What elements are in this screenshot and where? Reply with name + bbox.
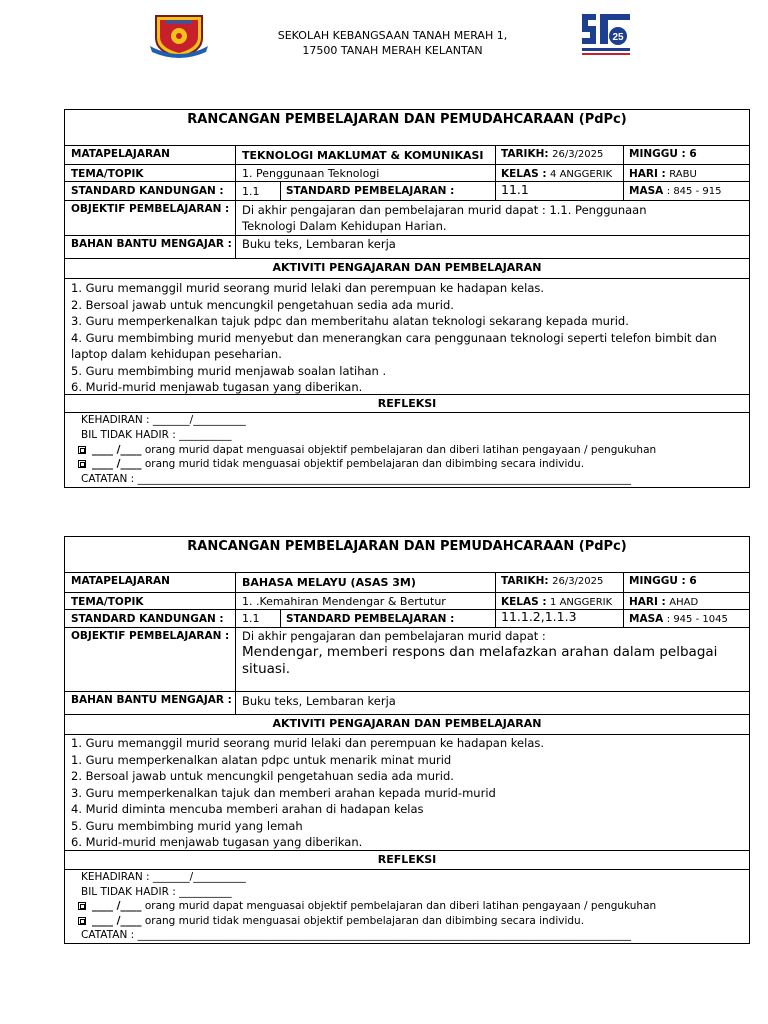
date-field (501, 147, 603, 162)
refleksi-option-2 (78, 457, 584, 472)
sk-value: 1.1 (242, 612, 260, 625)
refleksi-option-1 (78, 899, 656, 914)
label-standard-kandungan: STANDARD KANDUNGAN : (71, 613, 224, 625)
refleksi-option-1 (78, 443, 656, 458)
refleksi-text-2: orang murid tidak menguasai objektif pembelajaran dan dibimbing secara individu. (144, 915, 585, 927)
activity-item: 2. Bersoal jawab untuk mencungkil pengetahuan sedia ada murid. (71, 769, 454, 783)
sp-value: 11.1.2,1.1.3 (501, 609, 577, 624)
school-name: SEKOLAH KEBANGSAAN TANAH MERAH 1, (277, 29, 508, 42)
lesson-plan-1 (64, 109, 750, 488)
label-matapelajaran: MATAPELAJARAN (71, 148, 170, 160)
topic-value: 1. Penggunaan Teknologi (242, 167, 380, 180)
objective-text (242, 629, 742, 678)
activity-item: 3. Guru memperkenalkan tajuk dan memberi arahan kepada murid-murid (71, 785, 496, 800)
activity-item: 6. Murid-murid menjawab tugasan yang diberikan. (71, 835, 363, 849)
objective-line-1: Di akhir pengajaran dan pembelajaran murid dapat : 1.1. Penggunaan (242, 203, 647, 217)
subject-value: TEKNOLOGI MAKLUMAT & KOMUNIKASI (242, 149, 484, 162)
activity-item: 3. Guru memperkenalkan tajuk pdpc dan memberitahu alatan teknologi sekarang kepada murid. (71, 314, 629, 328)
sk-value: 1.1 (242, 185, 260, 198)
kehadiran-line: KEHADIRAN : _______/__________ (81, 871, 246, 883)
activity-item: 4. Murid diminta mencuba memberi arahan di hadapan kelas (71, 802, 424, 816)
label-minggu: MINGGU : 6 (629, 148, 697, 160)
label-bbm: BAHAN BANTU MENGAJAR : (71, 694, 232, 706)
label-objektif: OBJEKTIF PEMBELAJARAN : (71, 203, 230, 215)
kelas-field (501, 595, 612, 610)
date-value: 26/3/2025 (552, 576, 604, 587)
activity-item: 4. Guru membimbing murid menyebut dan menerangkan cara penggunaan teknologi seperti telefon bimbit dan laptop dalam kehidupan peseharian. (71, 330, 717, 361)
objective-line-2: Mendengar, memberi respons dan melafazkan arahan dalam pelbagai situasi. (242, 644, 718, 677)
refleksi-option-2 (78, 914, 584, 929)
hari-field (629, 167, 697, 182)
activities-list (71, 280, 743, 396)
date-field (501, 574, 603, 589)
kelas-value: 4 ANGGERIK (550, 169, 613, 180)
hari-field (629, 595, 698, 610)
label-standard-pembelajaran: STANDARD PEMBELAJARAN : (286, 185, 455, 197)
label-kelas: KELAS : (501, 168, 547, 180)
label-standard-kandungan: STANDARD KANDUNGAN : (71, 185, 224, 197)
activity-item: 6. Murid-murid menjawab tugasan yang diberikan. (71, 380, 363, 394)
blank-count: ____ /____ (92, 444, 142, 456)
plan-title: RANCANGAN PEMBELAJARAN DAN PEMUDAHCARAAN (PdPc) (187, 112, 627, 127)
objective-text (242, 202, 647, 234)
refleksi-text-2: orang murid tidak menguasai objektif pembelajaran dan dibimbing secara individu. (144, 458, 585, 470)
label-hari: HARI : (629, 596, 666, 608)
label-standard-pembelajaran: STANDARD PEMBELAJARAN : (286, 613, 455, 625)
lesson-plan-2 (64, 536, 750, 944)
label-bbm: BAHAN BANTU MENGAJAR : (71, 238, 232, 250)
label-masa: MASA (629, 185, 664, 197)
activity-item: 2. Bersoal jawab untuk mencungkil pengetahuan sedia ada murid. (71, 297, 454, 312)
label-hari: HARI : (629, 168, 666, 180)
blank-count: ____ /____ (92, 900, 142, 912)
masa-value: : 945 - 1045 (666, 614, 728, 625)
logo-badge-number: 25 (612, 32, 624, 43)
kelas-value: 1 ANGGERIK (550, 597, 613, 608)
date-value: 26/3/2025 (552, 149, 604, 160)
refleksi-heading: REFLEKSI (377, 397, 437, 410)
activity-item: 5. Guru membimbing murid menjawab soalan latihan . (71, 363, 387, 378)
catatan-line: CATATAN : ______________________________________________________________________________________________ (81, 929, 632, 941)
activity-item: 1. Guru memanggil murid seorang murid lelaki dan perempuan ke hadapan kelas. (71, 281, 545, 295)
objective-line-1: Di akhir pengajaran dan pembelajaran murid dapat : (242, 629, 546, 643)
plan-title: RANCANGAN PEMBELAJARAN DAN PEMUDAHCARAAN (PdPc) (187, 539, 627, 554)
catatan-line: CATATAN : ______________________________________________________________________________________________ (81, 473, 632, 485)
bbm-value: Buku teks, Lembaran kerja (242, 694, 396, 708)
label-objektif: OBJEKTIF PEMBELAJARAN : (71, 630, 230, 642)
masa-field (629, 184, 721, 199)
blank-count: ____ /____ (92, 458, 142, 470)
checkbox-icon[interactable] (78, 460, 86, 468)
sp-value: 11.1 (501, 182, 529, 197)
bil-tidak-hadir-line: BIL TIDAK HADIR : __________ (81, 886, 232, 898)
label-tema: TEMA/TOPIK (71, 168, 144, 180)
label-minggu: MINGGU : 6 (629, 575, 697, 587)
activity-item: 5. Guru membimbing murid yang lemah (71, 818, 303, 833)
activities-heading: AKTIVITI PENGAJARAN DAN PEMBELAJARAN (272, 261, 542, 274)
kehadiran-line: KEHADIRAN : _______/__________ (81, 414, 246, 426)
kelas-field (501, 167, 612, 182)
masa-value: : 845 - 915 (666, 186, 722, 197)
education-ministry-logo (578, 10, 634, 58)
checkbox-icon[interactable] (78, 917, 86, 925)
refleksi-text-1: orang murid dapat menguasai objektif pembelajaran dan diberi latihan pengayaan / pengukuhan (144, 900, 657, 912)
activities-list (71, 735, 743, 851)
topic-value: 1. .Kemahiran Mendengar & Bertutur (242, 595, 446, 608)
activity-item: 1. Guru memanggil murid seorang murid lelaki dan perempuan ke hadapan kelas. (71, 736, 545, 750)
label-tema: TEMA/TOPIK (71, 596, 144, 608)
checkbox-icon[interactable] (78, 902, 86, 910)
blank-count: ____ /____ (92, 915, 142, 927)
bbm-value: Buku teks, Lembaran kerja (242, 237, 396, 251)
label-kelas: KELAS : (501, 596, 547, 608)
refleksi-text-1: orang murid dapat menguasai objektif pembelajaran dan diberi latihan pengayaan / pengukuhan (144, 444, 657, 456)
subject-value: BAHASA MELAYU (ASAS 3M) (242, 576, 416, 589)
label-tarikh: TARIKH: (501, 148, 549, 160)
hari-value: RABU (669, 169, 697, 180)
school-address: 17500 TANAH MERAH KELANTAN (302, 44, 483, 57)
bil-tidak-hadir-line: BIL TIDAK HADIR : __________ (81, 429, 232, 441)
activity-item: 1. Guru memperkenalkan alatan pdpc untuk menarik minat murid (71, 752, 452, 767)
activities-heading: AKTIVITI PENGAJARAN DAN PEMBELAJARAN (272, 717, 542, 730)
checkbox-icon[interactable] (78, 446, 86, 454)
refleksi-heading: REFLEKSI (377, 853, 437, 866)
label-matapelajaran: MATAPELAJARAN (71, 575, 170, 587)
hari-value: AHAD (669, 597, 699, 608)
objective-line-2: Teknologi Dalam Kehidupan Harian. (242, 219, 447, 233)
masa-field (629, 612, 728, 627)
label-tarikh: TARIKH: (501, 575, 549, 587)
page-header (0, 0, 768, 70)
label-masa: MASA (629, 613, 664, 625)
